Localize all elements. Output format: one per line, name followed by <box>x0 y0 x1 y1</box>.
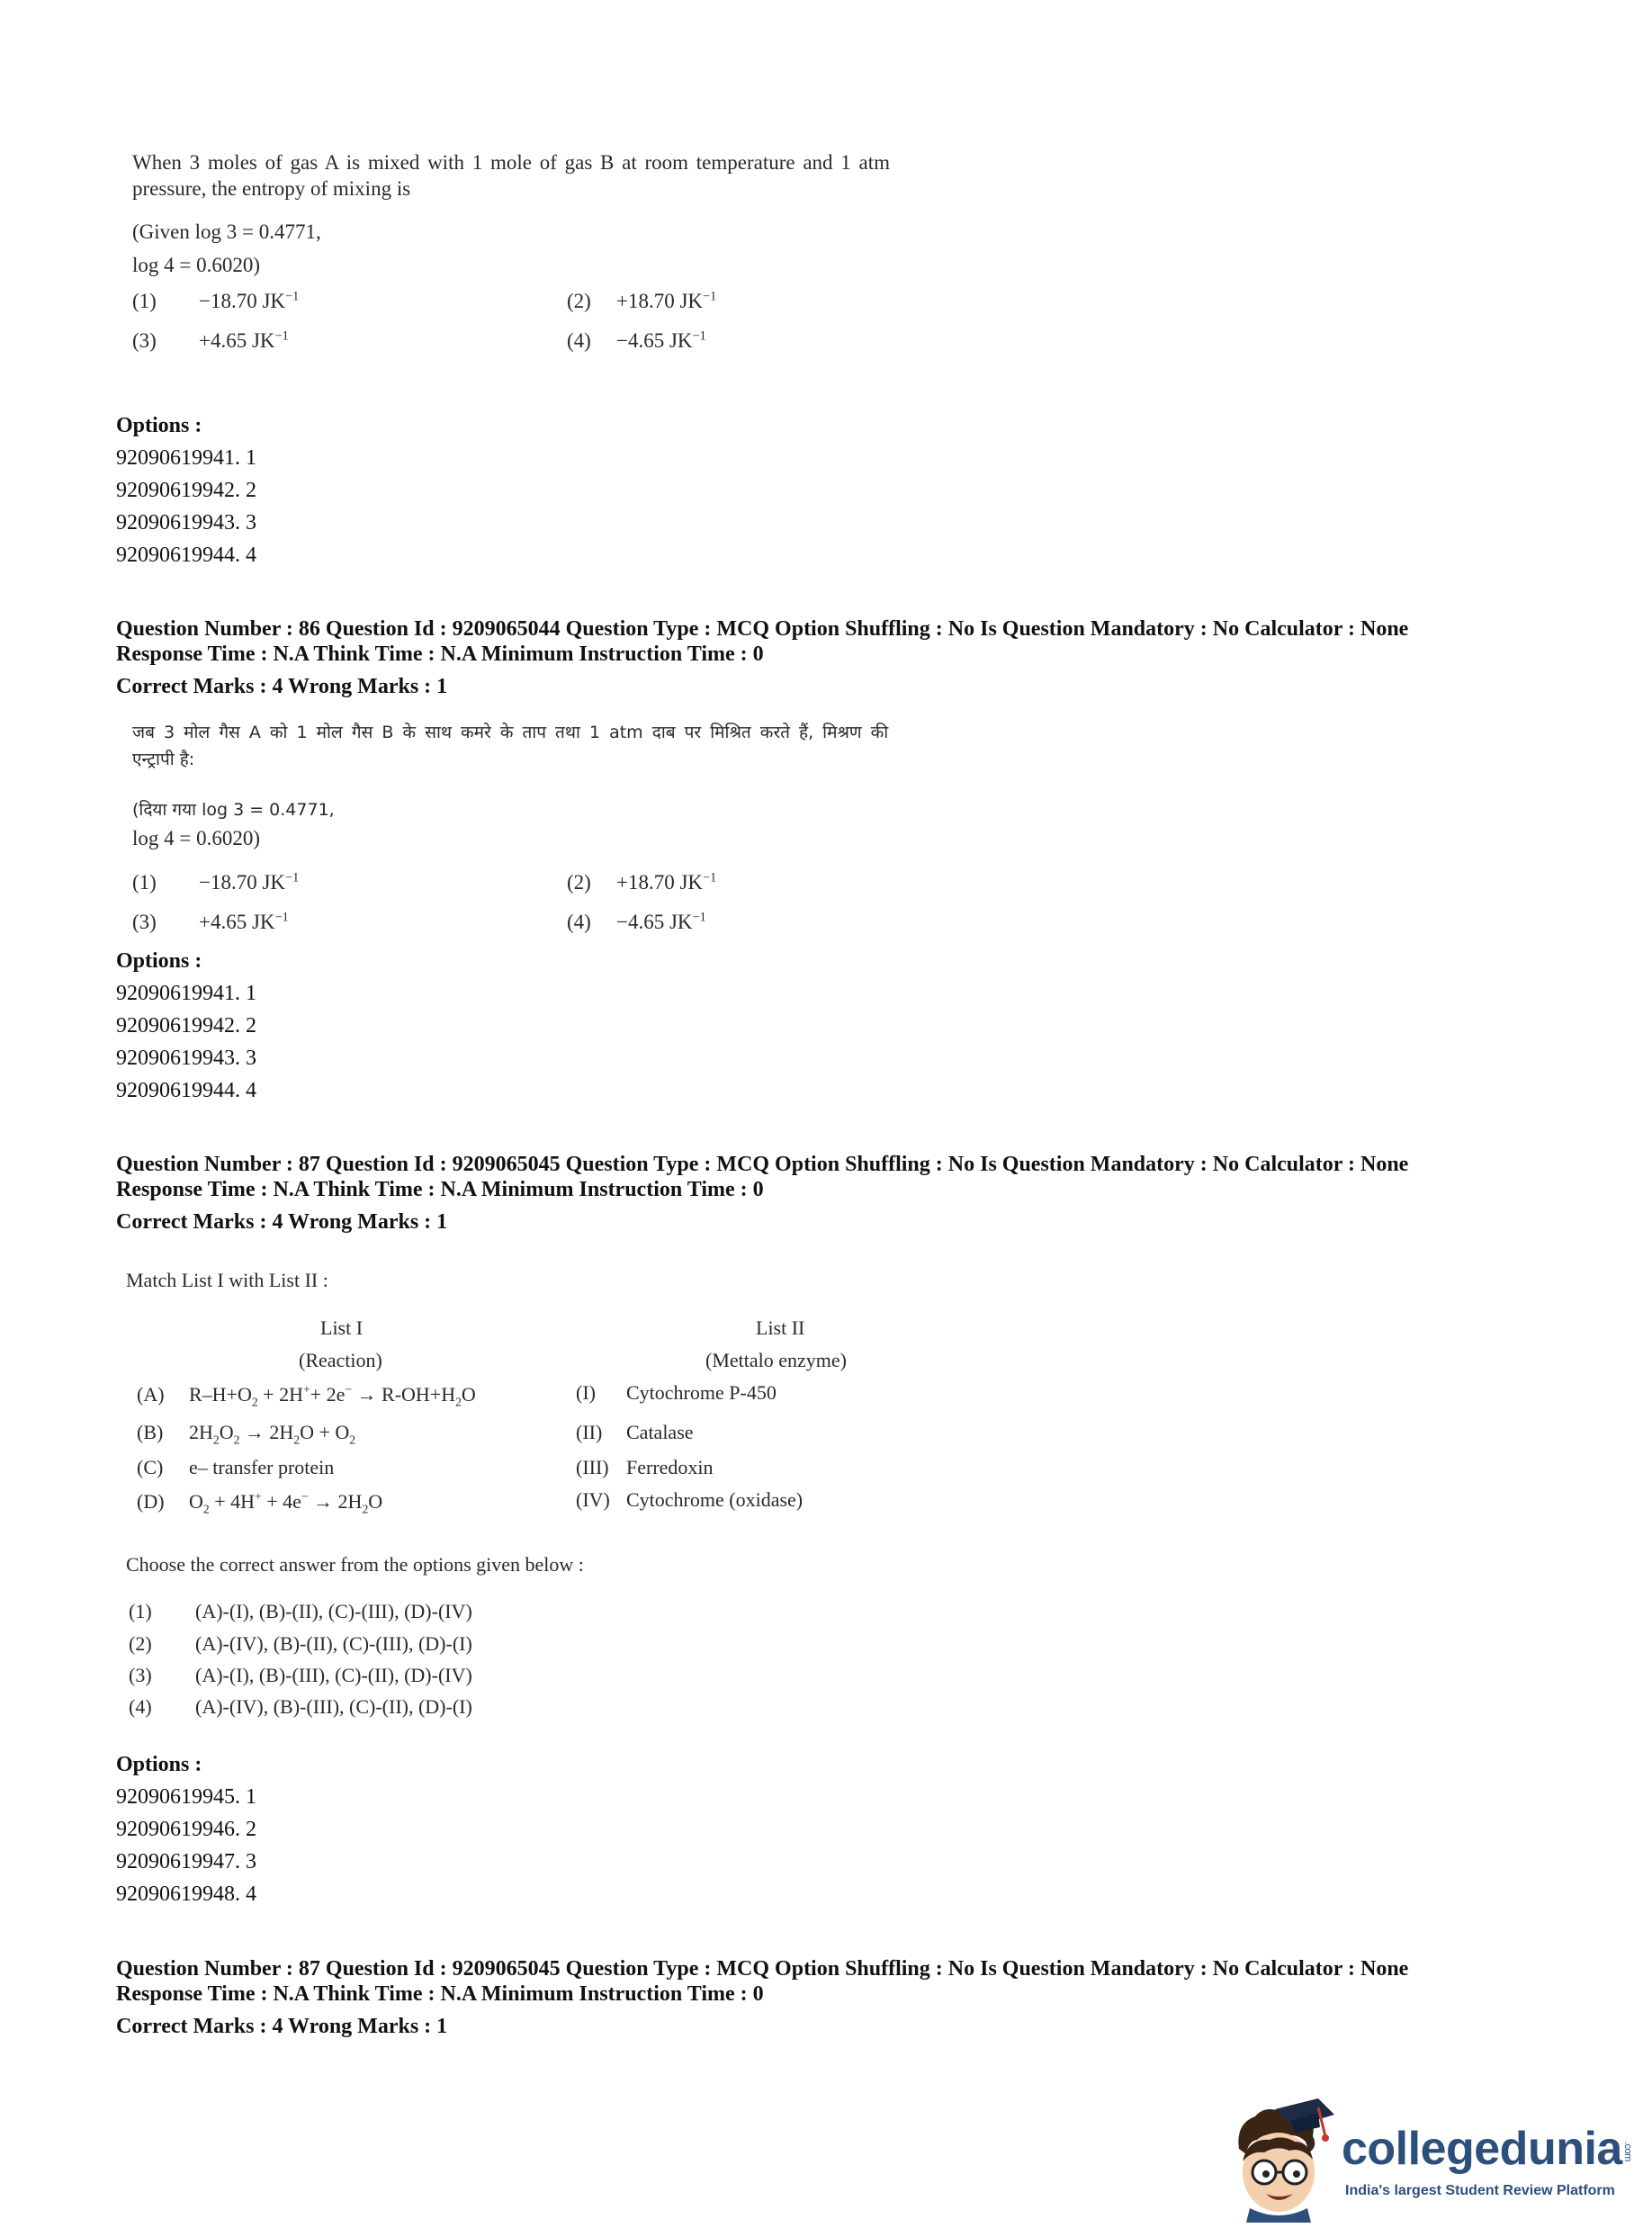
q86-option-1: 92090619941. 1 <box>116 982 256 1005</box>
q85-option-3: 92090619943. 3 <box>116 511 256 535</box>
q87-list2-subtitle: (Mettalo enzyme) <box>705 1349 847 1371</box>
q86-choice-4: (4) −4.65 $JK^{-1}$ <box>567 910 706 933</box>
q87-intro: Match List I with List II : <box>126 1269 328 1291</box>
q87b-header-line2: Response Time : N.A Think Time : N.A Minimum Instruction Time : 0 <box>116 1982 764 2006</box>
q86-option-2: 92090619942. 2 <box>116 1014 256 1038</box>
collegedunia-logo <box>1219 2097 1642 2223</box>
q87-answer-1: (1) (A)-(I), (B)-(II), (C)-(III), (D)-(IV) <box>129 1600 472 1622</box>
q87-row-c-right: (III) Ferredoxin <box>576 1456 714 1478</box>
q87-row-d-right: (IV) Cytochrome (oxidase) <box>576 1488 804 1511</box>
q85-choice-3: (3) +4.65 $JK^{-1}$ <box>132 328 289 352</box>
mascot-icon <box>1219 2097 1336 2223</box>
q87-choose-instruction: Choose the correct answer from the options given below : <box>126 1553 584 1576</box>
q86-header-line2: Response Time : N.A Think Time : N.A Minimum Instruction Time : 0 <box>116 642 764 666</box>
logo-tagline: India's largest Student Review Platform <box>1345 2183 1615 2198</box>
q85-given-line2: log 4 = 0.6020) <box>132 254 261 276</box>
q87b-header-line1: Question Number : 87 Question Id : 9209065045 Question Type : MCQ Option Shuffling : No Is Question Mandatory : No Calculator : None <box>116 1957 1409 1981</box>
q87-options-label: Options : <box>116 1753 202 1776</box>
q85-choice-1: (1) −18.70 $JK^{-1}$ <box>132 289 300 312</box>
q87-row-a-right: (I) Cytochrome P-450 <box>576 1381 777 1404</box>
q87-answer-3: (3) (A)-(I), (B)-(III), (C)-(II), (D)-(IV) <box>129 1664 472 1686</box>
q87-option-4: 92090619948. 4 <box>116 1882 256 1906</box>
q87-list2-title: List II <box>756 1316 805 1339</box>
q86-option-3: 92090619943. 3 <box>116 1047 256 1070</box>
q86-given-line2: log 4 = 0.6020) <box>132 827 261 849</box>
q87-option-1: 92090619945. 1 <box>116 1785 256 1809</box>
q86-header-line1: Question Number : 86 Question Id : 9209065044 Question Type : MCQ Option Shuffling : No Is Question Mandatory : No Calculator : None <box>116 617 1409 641</box>
q85-stem-line1: When 3 moles of gas A is mixed with 1 mole of gas B at room temperature and 1 atm <box>132 151 891 174</box>
q87-row-c: (C) e– transfer protein <box>137 1456 335 1478</box>
q87-row-d: (D) $O_2 + 4H^+ + 4e^- \to 2H_2O$ <box>137 1489 383 1516</box>
q85-choice-2: (2) +18.70 $JK^{-1}$ <box>567 289 717 312</box>
q87-list1-title: List I <box>320 1316 364 1339</box>
q87-answer-2: (2) (A)-(IV), (B)-(II), (C)-(III), (D)-(I) <box>129 1632 472 1655</box>
q87-row-b-right: (II) Catalase <box>576 1421 694 1443</box>
q87-list1-subtitle: (Reaction) <box>299 1349 382 1371</box>
q85-choice-4: (4) −4.65 $JK^{-1}$ <box>567 328 706 352</box>
q85-option-2: 92090619942. 2 <box>116 479 256 502</box>
q86-stem-line2: एन्ट्रापी है: <box>132 750 195 769</box>
q85-options-label: Options : <box>116 414 202 437</box>
q87b-marks: Correct Marks : 4 Wrong Marks : 1 <box>116 2015 448 2038</box>
q87-option-3: 92090619947. 3 <box>116 1850 256 1873</box>
logo-wordmark: collegedunia.com <box>1342 2123 1633 2175</box>
q85-stem-line2: pressure, the entropy of mixing is <box>132 177 411 200</box>
q87-answer-4: (4) (A)-(IV), (B)-(III), (C)-(II), (D)-(I) <box>129 1695 472 1718</box>
q86-choice-2: (2) +18.70 $JK^{-1}$ <box>567 870 717 894</box>
q86-choice-3: (3) +4.65 $JK^{-1}$ <box>132 910 289 933</box>
q87-row-b: (B) $2H_2O_2 \to 2H_2O + O_2$ <box>137 1421 356 1447</box>
q85-option-1: 92090619941. 1 <box>116 446 256 470</box>
q86-stem-line1: जब 3 मोल गैस A को 1 मोल गैस B के साथ कमरे के ताप तथा 1 atm दाब पर मिश्रित करते हैं, मिश्रण की <box>132 723 889 742</box>
q86-given-line1: (दिया गया log 3 = 0.4771, <box>132 800 335 820</box>
q87-marks: Correct Marks : 4 Wrong Marks : 1 <box>116 1210 448 1234</box>
q87-option-2: 92090619946. 2 <box>116 1818 256 1841</box>
q86-choice-1: (1) −18.70 $JK^{-1}$ <box>132 870 300 894</box>
q87-row-a: (A) $R-H+O_2 + 2H^++ 2e^- \to R-OH+H_2O$ <box>137 1382 476 1409</box>
q86-option-4: 92090619944. 4 <box>116 1079 256 1102</box>
q87-header-line1: Question Number : 87 Question Id : 9209065045 Question Type : MCQ Option Shuffling : No Is Question Mandatory : No Calculator : None <box>116 1153 1409 1176</box>
q85-option-4: 92090619944. 4 <box>116 544 256 567</box>
q85-given-line1: (Given log 3 = 0.4771, <box>132 220 321 243</box>
q86-marks: Correct Marks : 4 Wrong Marks : 1 <box>116 675 448 698</box>
q87-header-line2: Response Time : N.A Think Time : N.A Minimum Instruction Time : 0 <box>116 1178 764 1201</box>
q86-options-label: Options : <box>116 949 202 973</box>
